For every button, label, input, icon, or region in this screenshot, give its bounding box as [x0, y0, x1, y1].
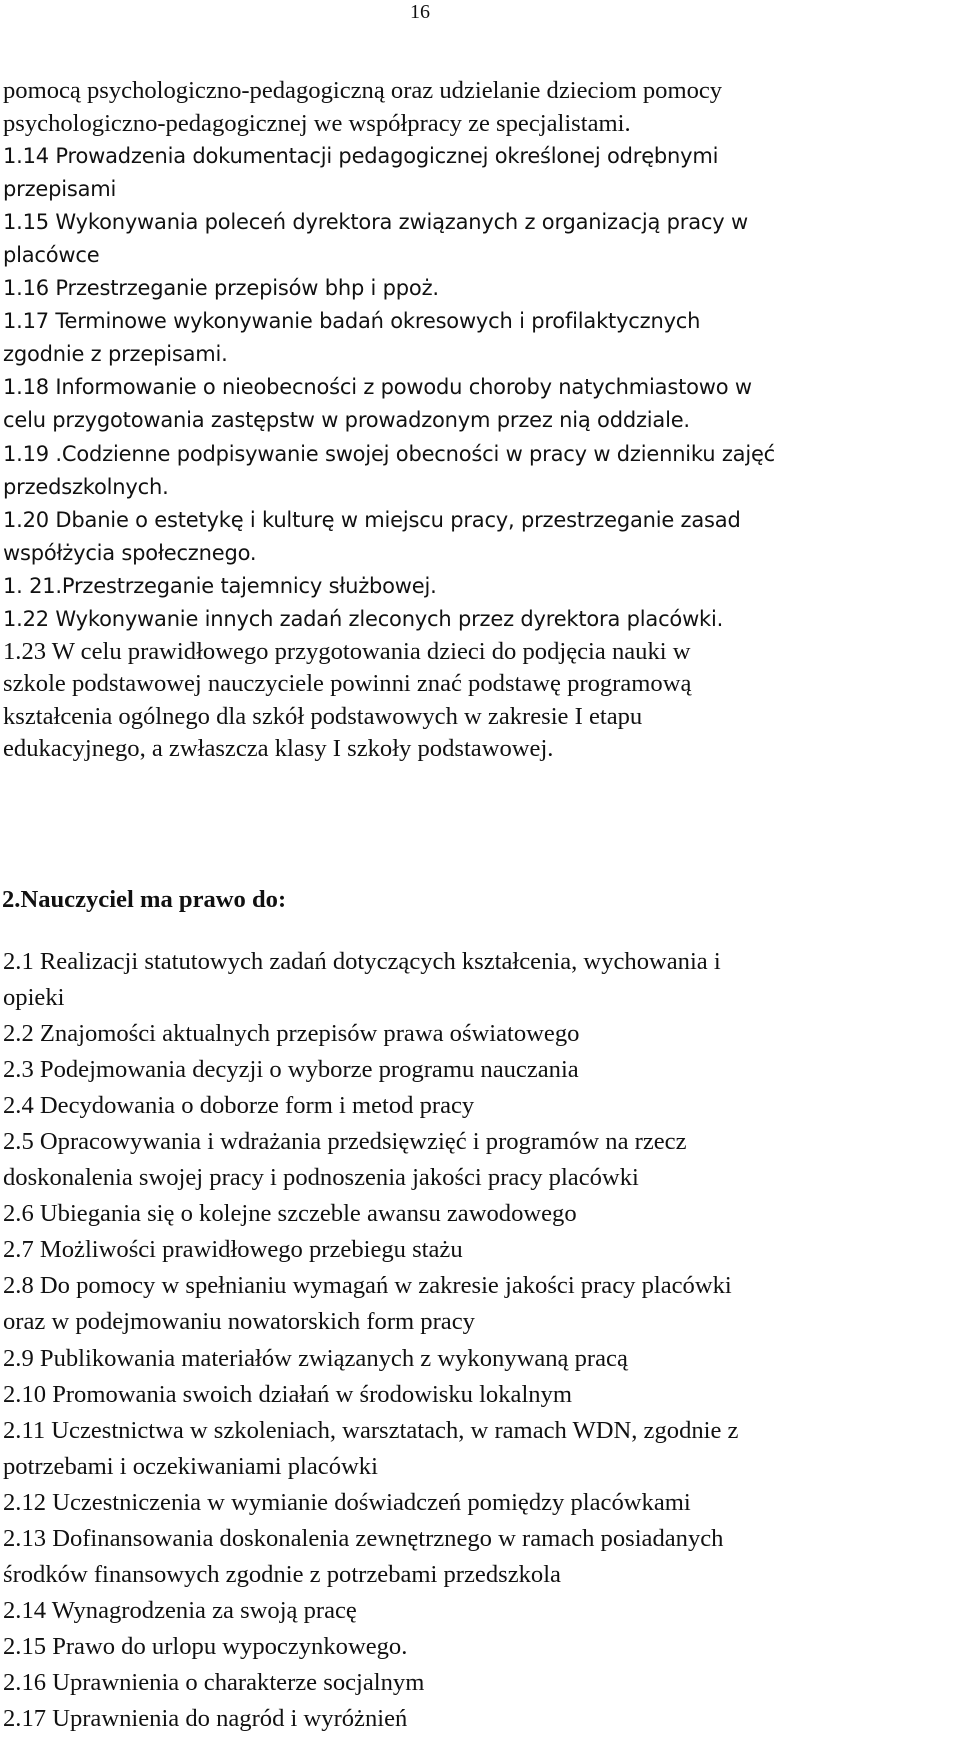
text-line: edukacyjnego, a zwłaszcza klasy I szkoły podstawowej. [3, 735, 554, 763]
list-item: 2.2 Znajomości aktualnych przepisów prawa oświatowego [3, 1020, 580, 1048]
text-line: zgodnie z przepisami. [3, 342, 228, 367]
text-line: 1.20 Dbanie o estetykę i kulturę w miejscu pracy, przestrzeganie zasad [3, 507, 741, 532]
text-line: 1.14 Prowadzenia dokumentacji pedagogicznej określonej odrębnymi [3, 144, 719, 169]
list-item: 2.11 Uczestnictwa w szkoleniach, warsztatach, w ramach WDN, zgodnie z [3, 1416, 739, 1444]
list-item: 2.12 Uczestniczenia w wymianie doświadczeń pomiędzy placówkami [3, 1488, 691, 1516]
list-item: 2.13 Dofinansowania doskonalenia zewnętrznego w ramach posiadanych [3, 1524, 724, 1552]
page-number: 16 [410, 1, 430, 23]
rights-section [3, 944, 953, 1737]
list-item: doskonalenia swojej pracy i podnoszenia jakości pracy placówki [3, 1164, 639, 1192]
section-heading: 2.Nauczyciel ma prawo do: [2, 886, 287, 913]
text-line: 1.23 W celu prawidłowego przygotowania dzieci do podjęcia nauki w [3, 637, 691, 665]
list-item: 2.7 Możliwości prawidłowego przebiegu stażu [3, 1236, 463, 1264]
list-item: 2.6 Ubiegania się o kolejne szczeble awansu zawodowego [3, 1200, 577, 1228]
list-item: opieki [3, 984, 65, 1012]
list-item: 2.4 Decydowania o doborze form i metod pracy [3, 1092, 475, 1120]
text-line: 1.18 Informowanie o nieobecności z powodu choroby natychmiastowo w [3, 375, 752, 400]
list-item: 2.5 Opracowywania i wdrażania przedsięwzięć i programów na rzecz [3, 1128, 687, 1156]
text-line: pomocą psychologiczno-pedagogiczną oraz udzielanie dzieciom pomocy [3, 77, 723, 104]
text-line: placówce [3, 243, 100, 268]
list-item: 2.3 Podejmowania decyzji o wyborze programu nauczania [3, 1056, 579, 1084]
list-item: 2.9 Publikowania materiałów związanych z wykonywaną pracą [3, 1344, 628, 1372]
text-line: 1. 21.Przestrzeganie tajemnicy służbowej. [3, 573, 437, 598]
text-line: 1.17 Terminowe wykonywanie badań okresowych i profilaktycznych [3, 309, 701, 334]
list-item: 2.17 Uprawnienia do nagród i wyróżnień [3, 1704, 408, 1732]
text-line: 1.22 Wykonywanie innych zadań zleconych przez dyrektora placówki. [3, 606, 724, 631]
text-line: współżycia społecznego. [3, 540, 257, 565]
list-item: oraz w podejmowaniu nowatorskich form pracy [3, 1308, 475, 1336]
text-line: szkole podstawowej nauczyciele powinni znać podstawę programową [3, 670, 692, 698]
list-item: 2.14 Wynagrodzenia za swoją pracę [3, 1596, 357, 1624]
list-item: 2.10 Promowania swoich działań w środowisku lokalnym [3, 1380, 572, 1408]
list-item: 2.1 Realizacji statutowych zadań dotyczących kształcenia, wychowania i [3, 948, 721, 975]
text-line: 1.16 Przestrzeganie przepisów bhp i ppoż. [3, 276, 439, 301]
text-line: kształcenia ogólnego dla szkół podstawowych w zakresie I etapu [3, 702, 643, 730]
list-item: 2.8 Do pomocy w spełnianiu wymagań w zakresie jakości pracy placówki [3, 1272, 732, 1300]
text-line: przedszkolnych. [3, 474, 169, 499]
text-line: przepisami [3, 177, 117, 202]
list-item: środków finansowych zgodnie z potrzebami przedszkola [3, 1560, 561, 1588]
duties-section [3, 74, 953, 766]
text-line: celu przygotowania zastępstw w prowadzonym przez nią oddziale. [3, 408, 690, 433]
list-item: 2.15 Prawo do urlopu wypoczynkowego. [3, 1632, 408, 1660]
text-line: 1.15 Wykonywania poleceń dyrektora związanych z organizacją pracy w [3, 210, 748, 235]
list-item: 2.16 Uprawnienia o charakterze socjalnym [3, 1668, 425, 1696]
list-item: potrzebami i oczekiwaniami placówki [3, 1452, 378, 1480]
text-line: psychologiczno-pedagogicznej we współpracy ze specjalistami. [3, 110, 631, 138]
text-line: 1.19 .Codzienne podpisywanie swojej obecności w pracy w dzienniku zajęć [3, 441, 776, 466]
